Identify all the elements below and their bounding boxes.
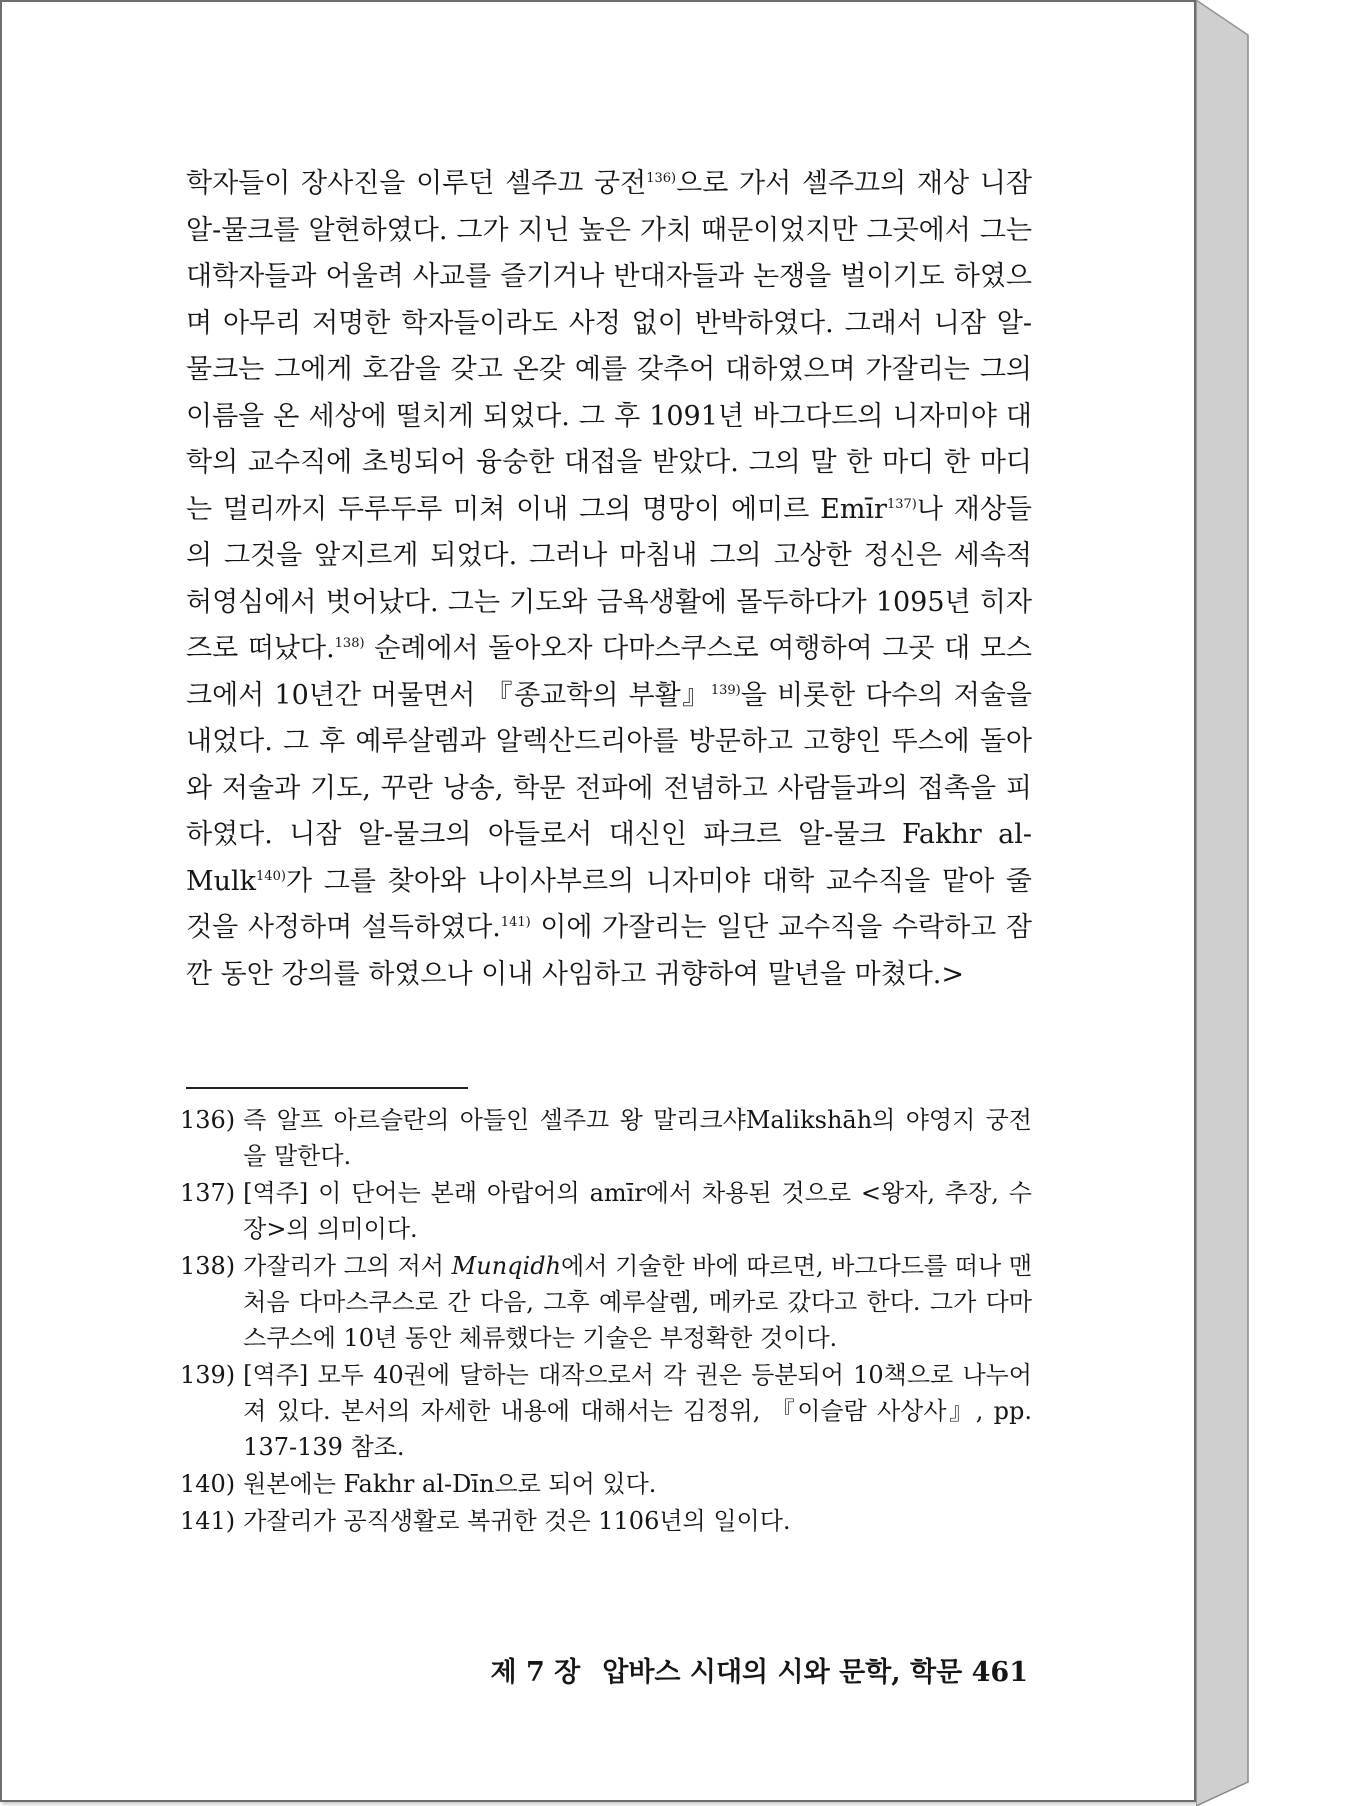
footnote-number: 139) bbox=[180, 1361, 236, 1389]
footnote-number: 136) bbox=[180, 1106, 236, 1134]
footnote-text: [역주] 모두 40권에 달하는 대작으로서 각 권은 등분되어 10책으로 나누어져 있다. 본서의 자세한 내용에 대해서는 김정위, 『이슬람 사상사』, pp. 137-139 참조. bbox=[243, 1361, 1032, 1461]
footnote-ref[interactable]: 139) bbox=[710, 682, 741, 698]
body-segment: 학자들이 장사진을 이루던 셀주끄 궁전 bbox=[186, 168, 647, 199]
book-spine bbox=[1196, 0, 1258, 1806]
footnote-item bbox=[180, 1175, 1032, 1247]
footnote-ref[interactable]: 137) bbox=[886, 496, 917, 512]
footnote-number: 137) bbox=[180, 1179, 236, 1207]
footnote-text bbox=[243, 1248, 1032, 1356]
footnote-ref[interactable]: 136) bbox=[646, 171, 677, 186]
body-segment: 이에 가잘리는 일단 교수직을 수락하고 잠깐 동안 강의를 하였으나 이내 사임하고 귀향하여 말년을 마쳤다.> bbox=[186, 912, 1032, 990]
body-segment: 을 비롯한 다수의 저술을 내었다. 그 후 예루살렘과 알렉산드리아를 방문하고 고향인 뚜스에 돌아와 저술과 기도, 꾸란 낭송, 학문 전파에 전념하고 사람들과의 접촉을 피하였다. 니잠 알-물크의 아들로서 대신인 파크르 알-물크 Fakhr al-Mulk bbox=[186, 679, 1032, 897]
footnote-item bbox=[180, 1357, 1032, 1465]
footnote-number: 140) bbox=[180, 1470, 236, 1498]
footnote-ref[interactable]: 140) bbox=[256, 868, 286, 884]
footnote-divider bbox=[186, 1087, 468, 1089]
footnote-item bbox=[180, 1466, 1032, 1502]
footnote-ref[interactable]: 138) bbox=[334, 636, 365, 651]
footnote-number: 138) bbox=[180, 1252, 236, 1280]
footnote-text: 즉 알프 아르슬란의 아들인 셀주끄 왕 말리크샤Malikshāh의 야영지 궁전을 말한다. bbox=[243, 1106, 1032, 1170]
footnote-text: [역주] 이 단어는 본래 아랍어의 amīr에서 차용된 것으로 <왕자, 추장, 수장>의 의미이다. bbox=[243, 1179, 1032, 1243]
footnote-text: 원본에는 Fakhr al-Dīn으로 되어 있다. bbox=[243, 1470, 657, 1498]
footnote-item bbox=[180, 1102, 1032, 1174]
page-number: 461 bbox=[971, 1657, 1028, 1688]
chapter-title: 압바스 시대의 시와 문학, 학문 461 bbox=[602, 1657, 1028, 1688]
footnote-text-part: 가잘리가 그의 저서 bbox=[243, 1252, 452, 1280]
body-segment: 으로 가서 셀주끄의 재상 니잠 알-물크를 알현하였다. 그가 지닌 높은 가치 때문이었지만 그곳에서 그는 대학자들과 어울려 사교를 즐기거나 반대자들과 논쟁을 벌이기도 하였으며 아무리 저명한 학자들이라도 사정 없이 반박하였다. 그래서 니잠 알-물크는 그에게 호감을 갖고 온갖 예를 갖추어 대하였으며 가잘리는 그의 이름을 온 세상에 떨치게 되었다. 그 후 1091년 바그다드의 니자미야 대학의 교수직에 초빙되어 융숭한 대접을 받았다. 그의 말 한 마디 한 마디는 멀리까지 두루두루 미쳐 이내 그의 명망이 에미르 Emīr bbox=[186, 168, 1032, 525]
body-segment: 가 그를 찾아와 나이사부르의 니자미야 대학 교수직을 맡아 줄 것을 사정하며 설득하였다. bbox=[186, 865, 1032, 943]
body-paragraph bbox=[186, 161, 1032, 998]
footnote-ref[interactable]: 141) bbox=[500, 915, 531, 930]
body-segment: 나 재상들의 그것을 앞지르게 되었다. 그러나 마침내 그의 고상한 정신은 세속적 허영심에서 벗어났다. 그는 기도와 금욕생활에 몰두하다가 1095년 히자즈로 떠났다. bbox=[186, 493, 1032, 664]
footnote-number: 141) bbox=[180, 1507, 236, 1535]
chapter-label: 제 7 장 bbox=[490, 1657, 581, 1688]
footnote-text: 가잘리가 공직생활로 복귀한 것은 1106년의 일이다. bbox=[243, 1507, 791, 1535]
running-footer bbox=[490, 1650, 1028, 1689]
book-title-italic: Munqidh bbox=[451, 1252, 562, 1280]
footnote-item bbox=[180, 1248, 1032, 1356]
footnote-item bbox=[180, 1503, 1032, 1539]
footnote-text-part: 에서 기술한 바에 따르면, 바그다드를 떠나 맨처음 다마스쿠스로 간 다음, 그후 예루살렘, 메카로 갔다고 한다. 그가 다마스쿠스에 10년 동안 체류했다는 기술은 부정확한 것이다. bbox=[243, 1252, 1033, 1352]
footnote-list bbox=[180, 1102, 1032, 1540]
body-segment: 순례에서 돌아오자 다마스쿠스로 여행하여 그곳 대 모스크에서 10년간 머물면서 『종교학의 부활』 bbox=[186, 633, 1033, 711]
